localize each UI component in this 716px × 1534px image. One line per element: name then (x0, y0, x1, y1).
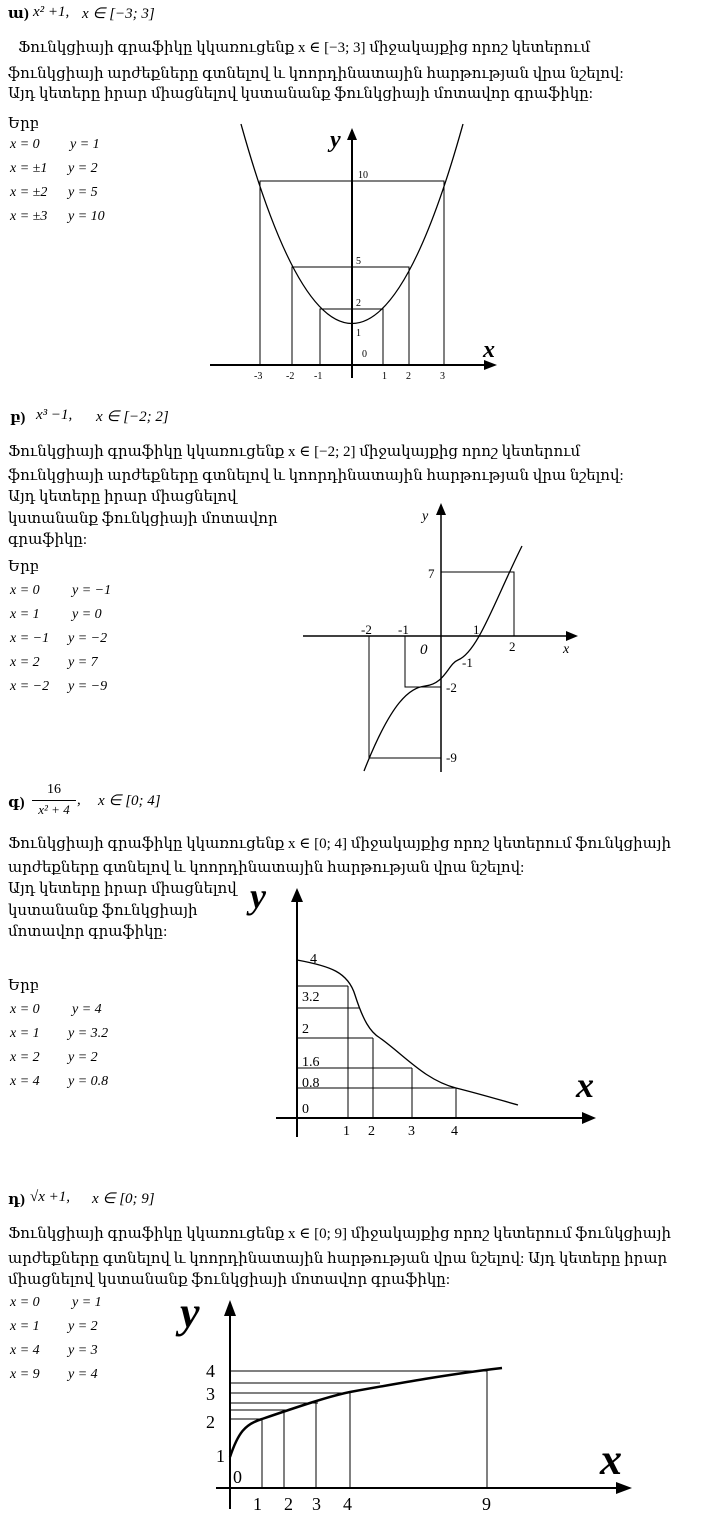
section-c-letter: գ) (8, 795, 25, 811)
y-axis-label: y (180, 1288, 200, 1337)
section-a-when: Երբ (8, 116, 40, 132)
y-tick-label: 1 (356, 328, 361, 339)
x-tick-label: 4 (451, 1124, 458, 1139)
y-axis-label: y (250, 876, 266, 916)
origin-label: 0 (420, 642, 428, 658)
y-tick-label: 3 (206, 1384, 215, 1404)
y-tick-label: 1 (216, 1446, 225, 1466)
y-axis-arrow (224, 1300, 236, 1316)
y-tick-label: 2 (206, 1412, 215, 1432)
x-tick-label: 2 (406, 371, 411, 382)
section-a-paragraph-line-1: Ֆունկցիայի գրաֆիկը կկառուցենք x ∈ [−3; 3] միջակայքից որոշ կետերում (18, 40, 591, 56)
section-b-paragraph-line-3: Այդ կետերը իրար միացնելով (8, 489, 237, 505)
section-d-row: x = 1 y = 2 (10, 1319, 98, 1334)
tick-label: -1 (398, 622, 409, 637)
section-c-row: x = 2 y = 2 (10, 1050, 98, 1065)
y-tick-label: 4 (206, 1361, 215, 1381)
section-b-formula: x³ −1, (36, 407, 73, 423)
tick-label: -2 (361, 622, 372, 637)
section-a-domain: x ∈ [−3; 3] (82, 6, 155, 22)
x-axis-label: x (576, 1065, 594, 1105)
y-tick-label: 5 (356, 256, 361, 267)
section-c-domain: x ∈ [0; 4] (98, 793, 161, 809)
y-tick-label: 0 (302, 1102, 309, 1117)
sqrt-curve (230, 1368, 502, 1457)
y-axis-label: y (422, 509, 429, 524)
x-tick-label: -3 (254, 371, 263, 382)
tick-label: -2 (446, 680, 457, 695)
y-tick-label: 10 (358, 170, 368, 181)
section-a-paragraph-line-3: Այդ կետերը իրար միացնելով կստանանք ֆունկցիայի մոտավոր գրաֆիկը: (8, 86, 593, 102)
section-d-row: x = 0 y = 1 (10, 1295, 102, 1310)
section-a-row: x = ±3 y = 10 (10, 209, 105, 224)
section-d-formula: √x +1, (30, 1189, 71, 1205)
section-b-domain: x ∈ [−2; 2] (96, 409, 169, 425)
section-a-row: x = 0 y = 1 (10, 137, 100, 152)
y-tick-label: 4 (310, 952, 317, 967)
section-a-letter: ա) (8, 6, 29, 22)
section-b-row: x = −2 y = −9 (10, 679, 108, 694)
section-c-paragraph-line-2: արժեքները գտնելով և կոորդինատային հարթության վրա նշելով: (8, 860, 525, 876)
y-tick-label: 3.2 (302, 990, 320, 1005)
section-a-row: x = ±1 y = 2 (10, 161, 98, 176)
x-axis-label: x (563, 642, 570, 657)
section-b-paragraph-line-2: ֆունկցիայի արժեքները գտնելով և կոորդինատային հարթության վրա նշելով: (8, 468, 624, 484)
section-d-paragraph-line-1: Ֆունկցիայի գրաֆիկը կկառուցենք x ∈ [0; 9] միջակայքից որոշ կետերում ֆունկցիայի (8, 1226, 672, 1242)
section-b-letter: բ) (10, 410, 26, 426)
section-d-domain: x ∈ [0; 9] (92, 1191, 155, 1207)
x-tick-label: 1 (382, 371, 387, 382)
section-a-formula: x² +1, (33, 4, 70, 20)
section-c-numerator: 16 (47, 782, 61, 797)
y-tick-label: 2 (302, 1022, 309, 1037)
x-axis-label: x (483, 337, 495, 363)
section-c-paragraph-line-4: կստանանք ֆունկցիայի (8, 903, 198, 919)
section-b-row: x = 1 y = 0 (10, 607, 102, 622)
x-axis-label: x (600, 1435, 622, 1484)
section-d-paragraph-line-3: միացնելով կստանանք ֆունկցիայի մոտավոր գրաֆիկը: (8, 1272, 450, 1288)
x-tick-label: -1 (314, 371, 323, 382)
tick-label: 2 (509, 639, 516, 654)
section-c-row: x = 1 y = 3.2 (10, 1026, 109, 1041)
section-d-letter: դ) (8, 1192, 26, 1208)
section-b-row: x = 2 y = 7 (10, 655, 98, 670)
section-a-paragraph-line-2: ֆունկցիայի արժեքները գտնելով և կոորդինատային հարթության վրա նշելով: (8, 66, 624, 82)
section-c-row: x = 4 y = 0.8 (10, 1074, 109, 1089)
section-b-row: x = 0 y = −1 (10, 583, 112, 598)
tick-label: 1 (473, 622, 480, 637)
section-c-denominator: x² + 4 (38, 802, 70, 817)
section-c-paragraph-line-1: Ֆունկցիայի գրաֆիկը կկառուցենք x ∈ [0; 4] միջակայքից որոշ կետերում ֆունկցիայի (8, 836, 672, 852)
section-b-paragraph-line-1: Ֆունկցիայի գրաֆիկը կկառուցենք x ∈ [−2; 2] միջակայքից որոշ կետերում (8, 444, 581, 460)
section-b-paragraph-line-5: գրաֆիկը: (8, 532, 88, 548)
section-c-comma: , (77, 792, 81, 808)
y-tick-label: 0.8 (302, 1076, 320, 1091)
x-tick-label: 1 (343, 1124, 350, 1139)
x-tick-label: 3 (408, 1124, 415, 1139)
x-tick-label: 3 (312, 1494, 321, 1514)
section-c-paragraph-line-3: Այդ կետերը իրար միացնելով (8, 881, 237, 897)
section-a-row: x = ±2 y = 5 (10, 185, 98, 200)
section-d-row: x = 4 y = 3 (10, 1343, 98, 1358)
section-d-row: x = 9 y = 4 (10, 1367, 98, 1382)
tick-label: -1 (462, 655, 473, 670)
section-c-when: Երբ (8, 978, 40, 994)
x-tick-label: 3 (440, 371, 445, 382)
y-tick-label: 1.6 (302, 1055, 320, 1070)
y-axis-label: y (330, 127, 341, 153)
x-tick-label: 9 (482, 1494, 491, 1514)
x-tick-label: 2 (284, 1494, 293, 1514)
x-tick-label: -2 (286, 371, 295, 382)
section-b-row: x = −1 y = −2 (10, 631, 108, 646)
section-c-paragraph-line-5: մոտավոր գրաֆիկը: (8, 924, 168, 940)
y-tick-label: 0 (233, 1467, 242, 1487)
section-d-paragraph-line-2: արժեքները գտնելով և կոորդինատային հարթության վրա նշելով: Այդ կետերը իրար (8, 1251, 668, 1267)
section-b-paragraph-line-4: կստանանք ֆունկցիայի մոտավոր (8, 511, 278, 527)
x-tick-label: 2 (368, 1124, 375, 1139)
x-tick-label: 1 (253, 1494, 262, 1514)
x-tick-label: 4 (343, 1494, 352, 1514)
tick-label: 7 (428, 566, 435, 581)
section-c-row: x = 0 y = 4 (10, 1002, 102, 1017)
y-tick-label: 0 (362, 349, 367, 360)
y-tick-label: 2 (356, 298, 361, 309)
tick-label: -9 (446, 750, 457, 765)
section-b-when: Երբ (8, 559, 40, 575)
